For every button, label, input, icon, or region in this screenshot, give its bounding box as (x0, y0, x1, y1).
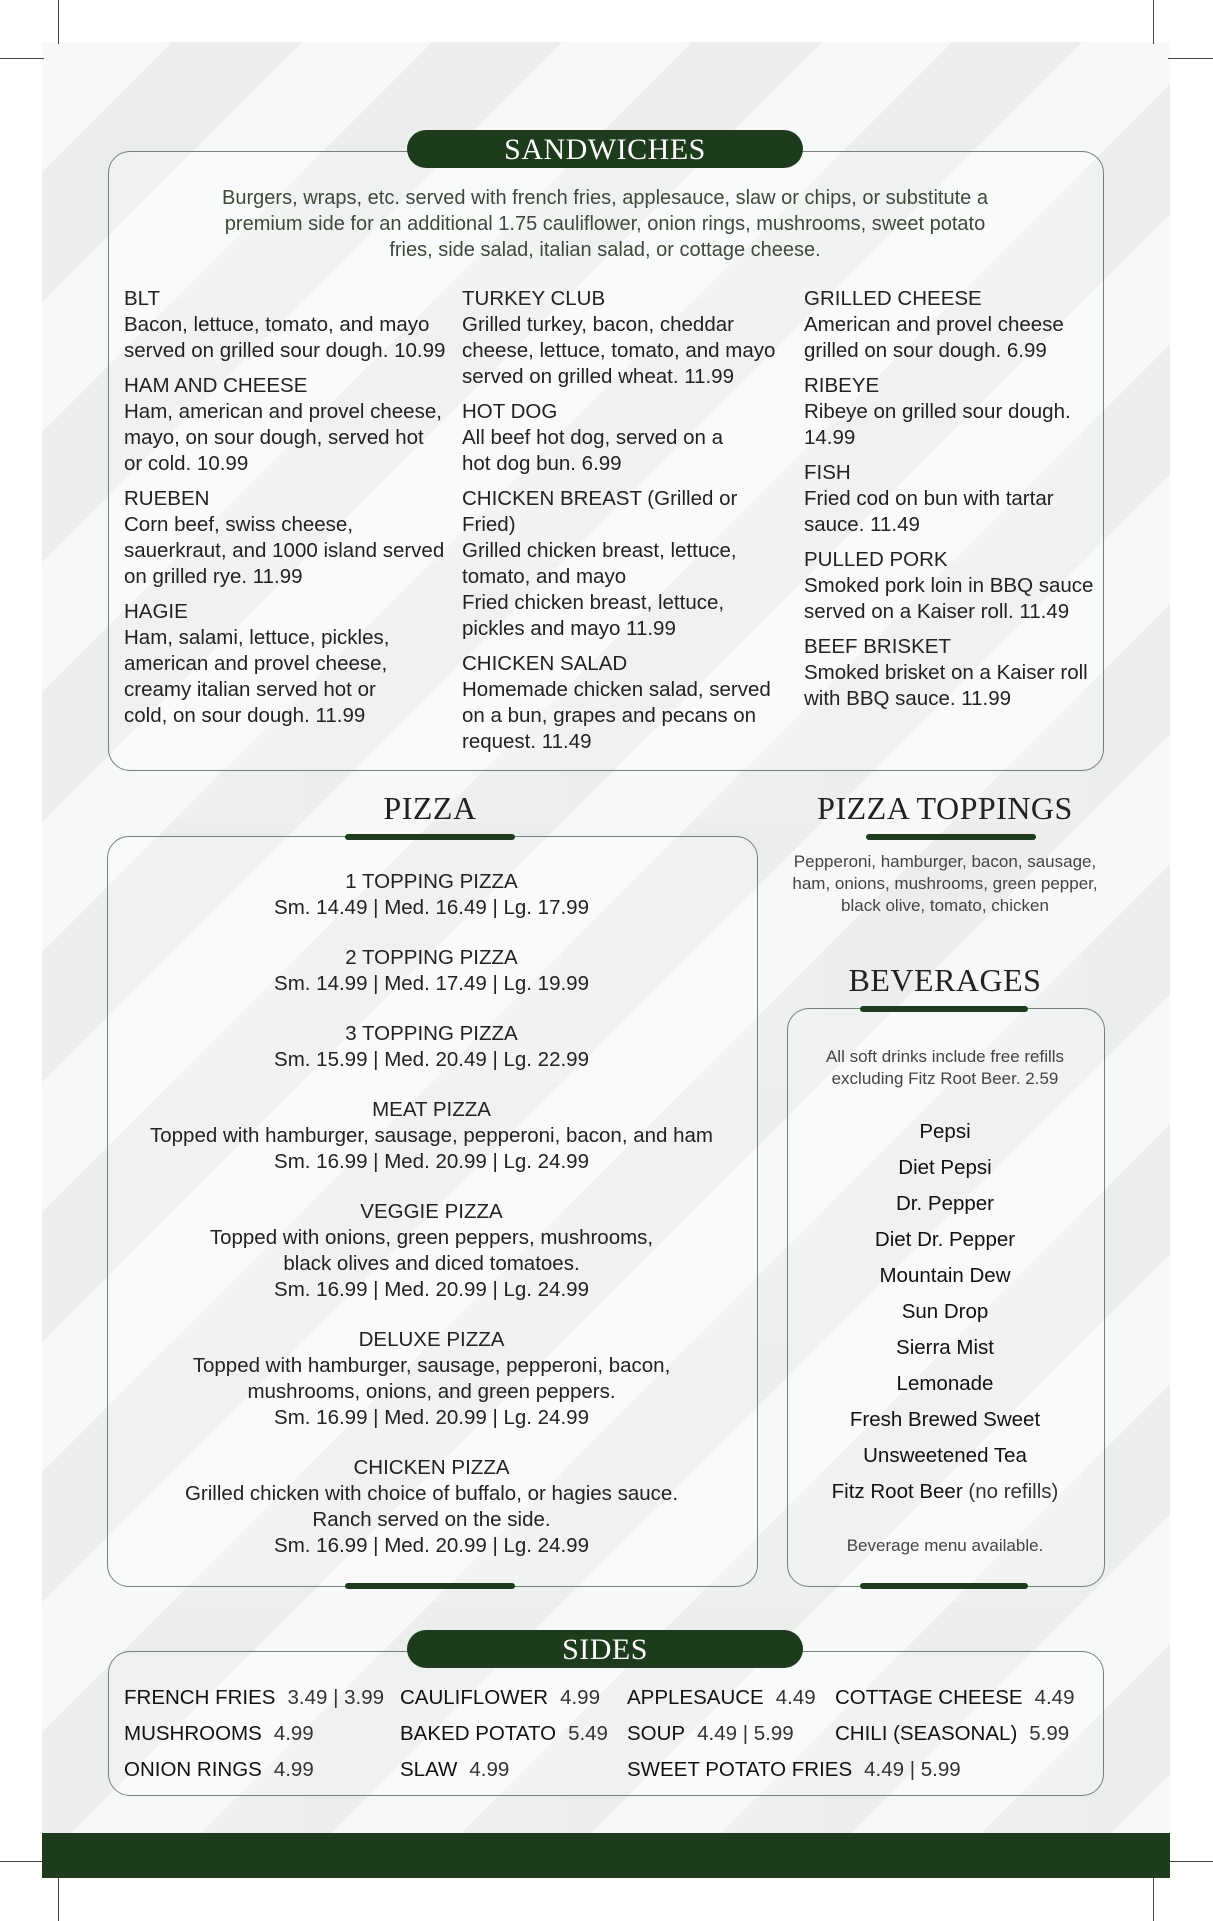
beverage-note: (no refills) (962, 1480, 1059, 1503)
beverage-item: Diet Dr. Pepper (874, 1228, 1016, 1251)
item-description: request. 11.49 (462, 730, 592, 753)
beverage-item: Sierra Mist (896, 1336, 994, 1359)
pizza-line: Sm. 15.99 | Med. 20.49 | Lg. 22.99 (274, 1048, 589, 1071)
item-description: cold, on sour dough. 11.99 (124, 704, 366, 727)
item-title: CHICKEN SALAD (462, 652, 628, 675)
item-description: 14.99 (804, 426, 856, 449)
toppings-line: Pepperoni, hamburger, bacon, sausage, (793, 852, 1097, 871)
side-name: COTTAGE CHEESE (835, 1686, 1023, 1709)
item-description: on a bun, grapes and pecans on (462, 704, 757, 727)
item-description: Corn beef, swiss cheese, (124, 513, 354, 536)
item-description: or cold. 10.99 (124, 452, 249, 475)
footer-bar (42, 1833, 1170, 1878)
item-title: TURKEY CLUB (462, 287, 606, 310)
item-title: FISH (804, 461, 851, 484)
item-description: mayo, on sour dough, served hot (124, 426, 424, 449)
item-description: hot dog bun. 6.99 (462, 452, 622, 475)
item-description: served on grilled sour dough. 10.99 (124, 339, 446, 362)
side-price: 4.49 | 5.99 (697, 1722, 794, 1745)
item-description: on grilled rye. 11.99 (124, 565, 303, 588)
pizza-name: MEAT PIZZA (372, 1098, 491, 1121)
side-item (400, 1686, 600, 1710)
item-title: GRILLED CHEESE (804, 287, 982, 310)
side-item (835, 1722, 1069, 1746)
side-name: FRENCH FRIES (124, 1686, 276, 1709)
item-description: Smoked pork loin in BBQ sauce (804, 574, 1094, 597)
beverage-name: Fitz Root Beer (831, 1480, 963, 1503)
pizza-line: Topped with hamburger, sausage, pepperoni, bacon, (192, 1354, 671, 1377)
sides-title: SIDES (407, 1630, 803, 1668)
beverage-item: Dr. Pepper (896, 1192, 994, 1215)
pizza-line: Sm. 14.49 | Med. 16.49 | Lg. 17.99 (274, 896, 589, 919)
item-description: sauerkraut, and 1000 island served (124, 539, 445, 562)
intro-line: fries, side salad, italian salad, or cottage cheese. (389, 239, 821, 261)
item-note: (Grilled or Fried) (462, 487, 738, 536)
side-price: 4.49 (775, 1686, 816, 1709)
side-item (124, 1686, 384, 1710)
item-description: with BBQ sauce. 11.99 (804, 687, 1012, 710)
item-title: HOT DOG (462, 400, 558, 423)
side-name: SOUP (627, 1722, 686, 1745)
pizza-name: CHICKEN PIZZA (353, 1456, 510, 1479)
beverage-item: Diet Pepsi (898, 1156, 992, 1179)
item-title: PULLED PORK (804, 548, 948, 571)
intro-line: premium side for an additional 1.75 cauliflower, onion rings, mushrooms, sweet potato (224, 213, 986, 235)
item-title: RIBEYE (804, 374, 880, 397)
toppings-line: black olive, tomato, chicken (841, 896, 1049, 915)
side-name: APPLESAUCE (627, 1686, 764, 1709)
side-price: 4.99 (469, 1758, 510, 1781)
pizza-line: Ranch served on the side. (312, 1508, 551, 1531)
side-item (835, 1686, 1074, 1710)
side-item (124, 1758, 314, 1782)
item-description: sauce. 11.49 (804, 513, 920, 536)
side-name: CHILI (SEASONAL) (835, 1722, 1018, 1745)
item-description: served on grilled wheat. 11.99 (462, 365, 734, 388)
pizza-line: mushrooms, onions, and green peppers. (247, 1380, 616, 1403)
item-description: American and provel cheese (804, 313, 1064, 336)
beverage-item: Sun Drop (901, 1300, 989, 1323)
side-item (627, 1686, 816, 1710)
beverage-item: Fresh Brewed Sweet (849, 1408, 1041, 1431)
item-description: served on a Kaiser roll. 11.49 (804, 600, 1070, 623)
side-price: 5.49 (568, 1722, 608, 1745)
side-price: 3.49 | 3.99 (287, 1686, 384, 1709)
beverage-item: Mountain Dew (879, 1264, 1011, 1287)
beverages-title: BEVERAGES (848, 962, 1042, 998)
side-name: SLAW (400, 1758, 458, 1781)
pizza-line: black olives and diced tomatoes. (283, 1252, 580, 1275)
beverage-item: Unsweetened Tea (863, 1444, 1027, 1467)
item-description: pickles and mayo 11.99 (462, 617, 676, 640)
pizza-name: DELUXE PIZZA (358, 1328, 505, 1351)
pizza-name: 2 TOPPING PIZZA (345, 946, 518, 969)
item-description: Ham, salami, lettuce, pickles, (124, 626, 390, 649)
side-item (124, 1722, 314, 1746)
pizza-line: Grilled chicken with choice of buffalo, or hagies sauce. (184, 1482, 679, 1505)
pizza-line: Sm. 16.99 | Med. 20.99 | Lg. 24.99 (274, 1150, 589, 1173)
item-description: grilled on sour dough. 6.99 (804, 339, 1047, 362)
pizza-title: PIZZA (383, 790, 477, 826)
item-description: Homemade chicken salad, served (462, 678, 771, 701)
toppings-line: ham, onions, mushrooms, green pepper, (792, 874, 1098, 893)
side-name: MUSHROOMS (124, 1722, 262, 1745)
beverages-intro-line: All soft drinks include free refills (825, 1047, 1065, 1066)
item-title: RUEBEN (124, 487, 210, 510)
side-name: ONION RINGS (124, 1758, 262, 1781)
pizza-toppings-title: PIZZA TOPPINGS (817, 790, 1073, 826)
item-description: Grilled chicken breast, lettuce, (462, 539, 737, 562)
pizza-name: 1 TOPPING PIZZA (345, 870, 518, 893)
item-description: cheese, lettuce, tomato, and mayo (462, 339, 776, 362)
item-description: creamy italian served hot or (124, 678, 376, 701)
pizza-line: Sm. 16.99 | Med. 20.99 | Lg. 24.99 (274, 1278, 589, 1301)
side-name: CAULIFLOWER (400, 1686, 549, 1709)
sandwiches-title: SANDWICHES (407, 130, 803, 168)
side-item (400, 1722, 608, 1746)
side-price: 4.49 (1034, 1686, 1075, 1709)
item-description: american and provel cheese, (124, 652, 388, 675)
item-title: HAM AND CHEESE (124, 374, 308, 397)
item-description: Ham, american and provel cheese, (124, 400, 442, 423)
item-title: HAGIE (124, 600, 188, 623)
side-item (627, 1722, 794, 1746)
pizza-line: Sm. 14.99 | Med. 17.49 | Lg. 19.99 (274, 972, 589, 995)
side-price: 4.99 (273, 1722, 314, 1745)
beverages-footer: Beverage menu available. (846, 1536, 1044, 1555)
side-price: 5.99 (1029, 1722, 1070, 1745)
item-description: Fried cod on bun with tartar (804, 487, 1054, 510)
item-description: Bacon, lettuce, tomato, and mayo (124, 313, 430, 336)
side-price: 4.49 | 5.99 (864, 1758, 961, 1781)
side-item (400, 1758, 509, 1782)
beverages-intro-line: excluding Fitz Root Beer. 2.59 (831, 1069, 1059, 1088)
item-description: Fried chicken breast, lettuce, (462, 591, 725, 614)
item-description: Ribeye on grilled sour dough. (804, 400, 1071, 423)
beverage-item: Pepsi (919, 1120, 971, 1143)
item-description: Smoked brisket on a Kaiser roll (804, 661, 1088, 684)
intro-line: Burgers, wraps, etc. served with french fries, applesauce, slaw or chips, or substitute a (222, 187, 988, 209)
item-description: All beef hot dog, served on a (462, 426, 723, 449)
beverage-item: Lemonade (896, 1372, 994, 1395)
pizza-name: 3 TOPPING PIZZA (345, 1022, 518, 1045)
side-price: 4.99 (560, 1686, 600, 1709)
side-price: 4.99 (273, 1758, 314, 1781)
item-title: BLT (124, 287, 161, 310)
item-description: tomato, and mayo (462, 565, 627, 588)
pizza-line: Topped with hamburger, sausage, pepperoni, bacon, and ham (150, 1124, 713, 1147)
item-description: Grilled turkey, bacon, cheddar (462, 313, 734, 336)
pizza-line: Sm. 16.99 | Med. 20.99 | Lg. 24.99 (274, 1406, 589, 1429)
pizza-line: Topped with onions, green peppers, mushrooms, (209, 1226, 654, 1249)
item-title: BEEF BRISKET (804, 635, 951, 658)
side-name: BAKED POTATO (400, 1722, 557, 1745)
side-name: SWEET POTATO FRIES (627, 1758, 853, 1781)
item-title: CHICKEN BREAST (462, 487, 642, 510)
side-item (627, 1758, 961, 1782)
pizza-name: VEGGIE PIZZA (360, 1200, 503, 1223)
pizza-line: Sm. 16.99 | Med. 20.99 | Lg. 24.99 (274, 1534, 589, 1557)
